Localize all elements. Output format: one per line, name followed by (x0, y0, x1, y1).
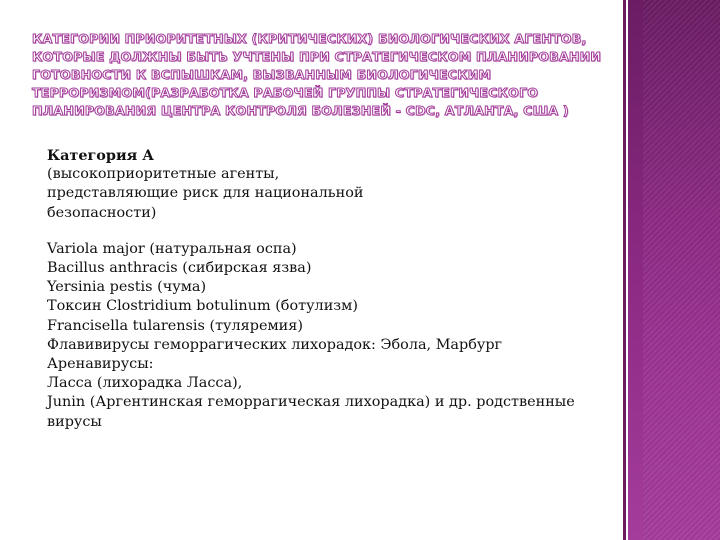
slide-title: КАТЕГОРИИ ПРИОРИТЕТНЫХ (КРИТИЧЕСКИХ) БИОЛОГИЧЕСКИХ АГЕНТОВ, КОТОРЫЕ ДОЛЖНЫ БЫТЬ УЧТЕНЫ ПРИ СТРАТЕГИЧЕСКОМ ПЛАНИРОВАНИИ ГОТОВНОСТИ К ВСПЫШКАМ, ВЫЗВАННЫМ БИОЛОГИЧЕСКИМ ТЕРРОРИЗМОМ(РАЗРАБОТКА РАБОЧЕЙ ГРУППЫ СТРАТЕГИЧЕСКОГО ПЛАНИРОВАНИЯ ЦЕНТРА КОНТРОЛЯ БОЛЕЗНЕЙ - CDC, АТЛАНТА, США ) (32, 31, 602, 118)
slide-body (47, 146, 622, 432)
agent-list-item: Junin (Аргентинская геморрагическая лихорадка) и др. родственные (47, 394, 575, 411)
agent-list-item: Ласса (лихорадка Ласса), (47, 375, 243, 392)
agent-list-item: Токсин Clostridium botulinum (ботулизм) (47, 298, 358, 315)
agent-list-item: Francisella tularensis (туляремия) (47, 317, 303, 334)
category-description-line: безопасности) (47, 204, 157, 221)
agent-list-item: Variola major (натуральная оспа) (47, 240, 297, 257)
category-description-line: представляющие риск для национальной (47, 185, 364, 202)
agent-list-item: Аренавирусы: (47, 356, 154, 373)
spacer (47, 223, 622, 240)
decorative-band-gap (628, 0, 643, 540)
category-description-line: (высокоприоритетные агенты, (47, 166, 280, 183)
category-heading: Категория А (47, 147, 155, 164)
agent-list-item: Флавивирусы геморрагических лихорадок: Эбола, Марбург (47, 336, 503, 353)
agent-list-item: вирусы (47, 413, 102, 430)
agent-list-item: Bacillus anthracis (сибирская язва) (47, 260, 312, 277)
agent-list-item: Yersinia pestis (чума) (47, 279, 207, 296)
decorative-right-band (643, 0, 720, 540)
